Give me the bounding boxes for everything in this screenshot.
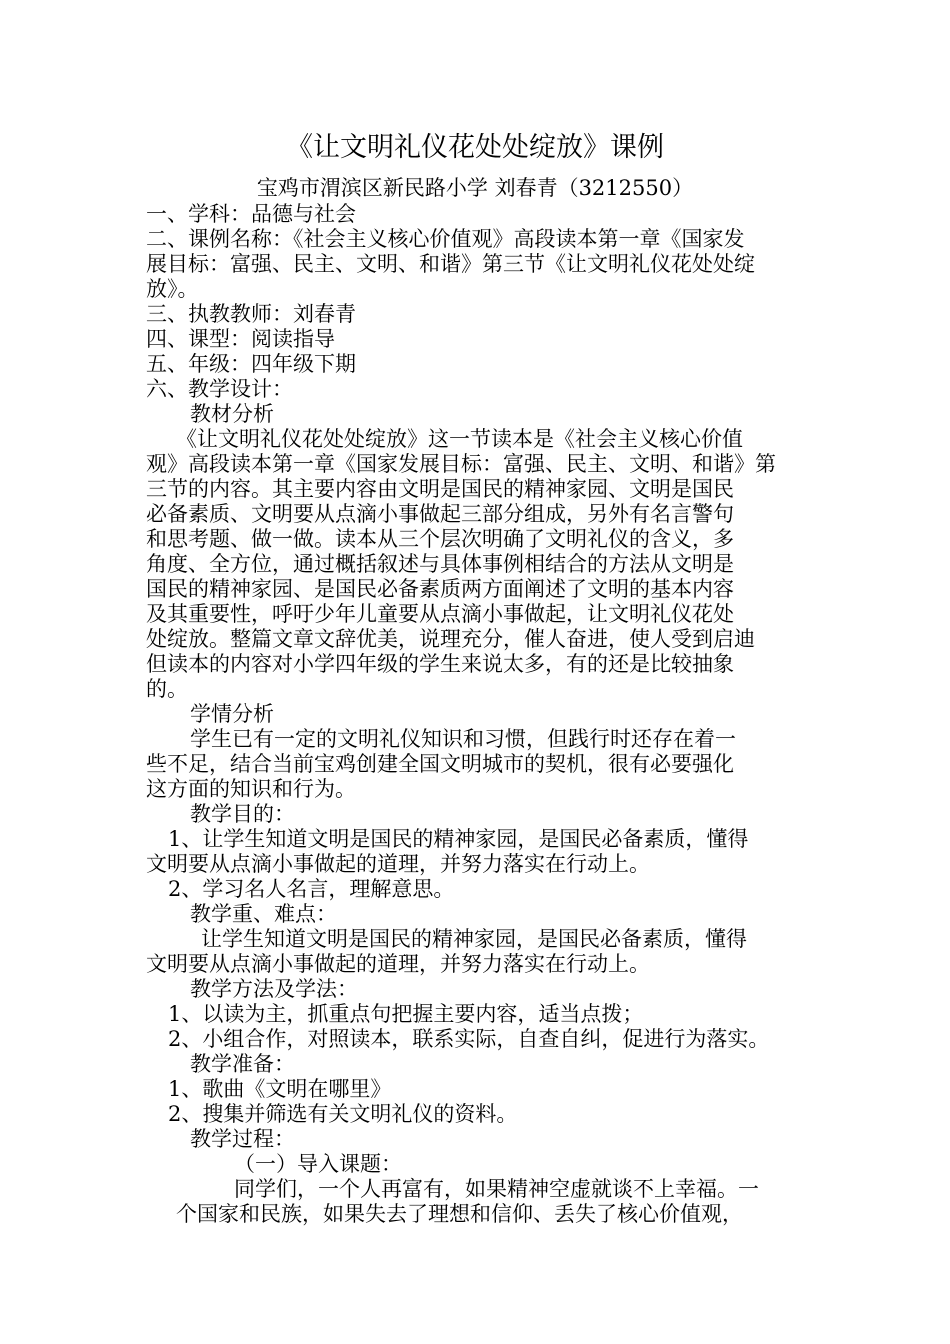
text-line: 观》高段读本第一章《国家发展目标：富强、民主、文明、和谐》第 [146,452,776,476]
document-title: 《让文明礼仪花处处绽放》课例 [286,132,664,163]
text-line: 学生已有一定的文明礼仪知识和习惯，但践行时还存在着一 [190,727,736,751]
text-line: 三、执教教师：刘春青 [146,302,356,326]
text-line: 的。 [146,677,188,701]
text-line: 放》。 [146,277,199,301]
text-line: 这方面的知识和行为。 [146,777,356,801]
text-line: 二、课例名称：《社会主义核心价值观》高段读本第一章《国家发 [146,227,745,251]
text-line: 但读本的内容对小学四年级的学生来说太多，有的还是比较抽象 [146,652,734,676]
text-line: 展目标：富强、民主、文明、和谐》第三节《让文明礼仪花处处绽 [146,252,755,276]
text-line: 一、学科：品德与社会 [146,202,356,226]
text-line: 及其重要性，呼吁少年儿童要从点滴小事做起，让文明礼仪花处 [146,602,734,626]
text-line: 教学过程： [190,1127,295,1151]
text-line: 教学目的： [190,802,295,826]
text-line: 必备素质、文明要从点滴小事做起三部分组成，另外有名言警句 [146,502,734,526]
text-line: 四、课型：阅读指导 [146,327,335,351]
document-body [146,202,806,1227]
text-line: 教学准备： [190,1052,295,1076]
text-line: 和思考题、做一做。读本从三个层次明确了文明礼仪的含义，多 [146,527,734,551]
text-line: 教材分析 [190,402,274,426]
text-line: 1、让学生知道文明是国民的精神家园，是国民必备素质，懂得 [168,827,749,851]
text-line: 文明要从点滴小事做起的道理，并努力落实在行动上。 [146,852,650,876]
text-line: 六、教学设计： [146,377,293,401]
text-line: 教学重、难点： [190,902,337,926]
text-line: 三节的内容。其主要内容由文明是国民的精神家园、文明是国民 [146,477,734,501]
text-line: 2、搜集并筛选有关文明礼仪的资料。 [168,1102,518,1126]
text-line: 个国家和民族，如果失去了理想和信仰、丢失了核心价值观， [176,1202,743,1226]
text-line: 国民的精神家园、是国民必备素质两方面阐述了文明的基本内容 [146,577,734,601]
text-line: 2、学习名人名言，理解意思。 [168,877,455,901]
text-line: 角度、全方位，通过概括叙述与具体事例相结合的方法从文明是 [146,552,734,576]
text-line: 教学方法及学法： [190,977,358,1001]
text-line: 处绽放。整篇文章文辞优美，说理充分，催人奋进，使人受到启迪 [146,627,755,651]
text-line: 1、以读为主，抓重点句把握主要内容，适当点拨； [168,1002,644,1026]
text-line: 学情分析 [190,702,274,726]
document-subtitle: 宝鸡市渭滨区新民路小学 刘春青（3212550） [256,176,694,200]
text-line: 让学生知道文明是国民的精神家园，是国民必备素质，懂得 [201,927,747,951]
text-line: 2、小组合作，对照读本，联系实际，自查自纠，促进行为落实。 [168,1027,770,1051]
text-line: （一）导入课题： [234,1152,402,1176]
text-line: 1、歌曲《文明在哪里》 [168,1077,392,1101]
text-line: 同学们，一个人再富有，如果精神空虚就谈不上幸福。一 [234,1177,759,1201]
text-line: 文明要从点滴小事做起的道理，并努力落实在行动上。 [146,952,650,976]
text-line: 《让文明礼仪花处处绽放》这一节读本是《社会主义核心价值 [176,427,743,451]
text-line: 五、年级：四年级下期 [146,352,356,376]
text-line: 些不足，结合当前宝鸡创建全国文明城市的契机，很有必要强化 [146,752,734,776]
